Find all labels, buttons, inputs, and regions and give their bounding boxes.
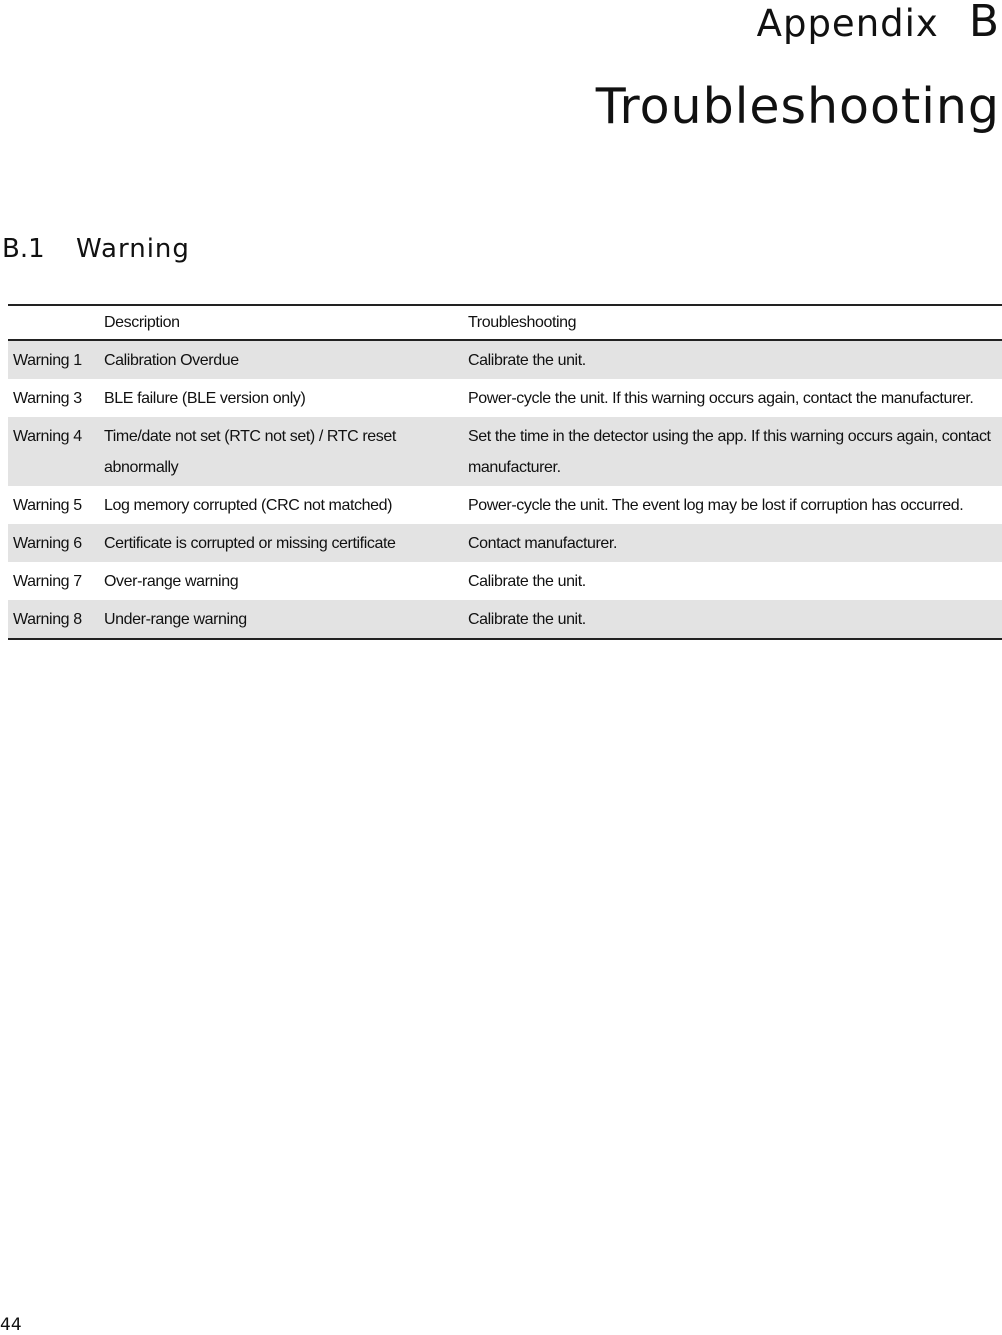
table-row [8, 600, 1002, 639]
warning-table [8, 304, 1002, 640]
appendix-word: Appendix [756, 2, 939, 45]
table-row [8, 524, 1002, 562]
warning-troubleshooting: Contact manufacturer. [463, 524, 1002, 562]
warning-code: Warning 6 [8, 524, 99, 562]
warning-description: Certificate is corrupted or missing certificate [99, 524, 463, 562]
appendix-heading [757, 0, 1000, 46]
warning-code: Warning 8 [8, 600, 99, 639]
warning-code: Warning 1 [8, 340, 99, 379]
warning-troubleshooting: Set the time in the detector using the app. If this warning occurs again, contact manufacturer. [463, 417, 1002, 486]
table-row [8, 486, 1002, 524]
warning-code: Warning 3 [13, 390, 82, 407]
section-heading [2, 232, 190, 266]
warning-troubleshooting: Power-cycle the unit. If this warning occurs again, contact the manufacturer. [468, 390, 974, 407]
warning-description: BLE failure (BLE version only) [104, 390, 306, 407]
warning-troubleshooting: Power-cycle the unit. The event log may be lost if corruption has occurred. [468, 497, 964, 514]
table-header-row [8, 305, 1002, 340]
table-row [8, 417, 1002, 486]
header-description: Description [99, 305, 463, 340]
table-row [8, 562, 1002, 600]
section-number: B.1 [2, 234, 45, 264]
page-number: 44 [0, 1315, 22, 1335]
warning-troubleshooting: Calibrate the unit. [463, 340, 1002, 379]
appendix-letter: B [968, 0, 1000, 47]
warning-code: Warning 7 [13, 573, 82, 590]
warning-troubleshooting: Calibrate the unit. [463, 600, 1002, 639]
warning-description: Calibration Overdue [99, 340, 463, 379]
warning-code: Warning 5 [13, 497, 82, 514]
header-code [8, 305, 99, 340]
warning-description: Over-range warning [104, 573, 239, 590]
warning-description: Time/date not set (RTC not set) / RTC reset abnormally [99, 417, 463, 486]
table-row [8, 379, 1002, 417]
warning-description: Under-range warning [99, 600, 463, 639]
chapter-title: Troubleshooting [595, 78, 1000, 135]
warning-troubleshooting: Calibrate the unit. [468, 573, 586, 590]
warning-code: Warning 4 [8, 417, 99, 486]
warning-description: Log memory corrupted (CRC not matched) [104, 497, 393, 514]
table-row [8, 340, 1002, 379]
header-troubleshooting: Troubleshooting [463, 305, 1002, 340]
section-title: Warning [76, 234, 190, 264]
